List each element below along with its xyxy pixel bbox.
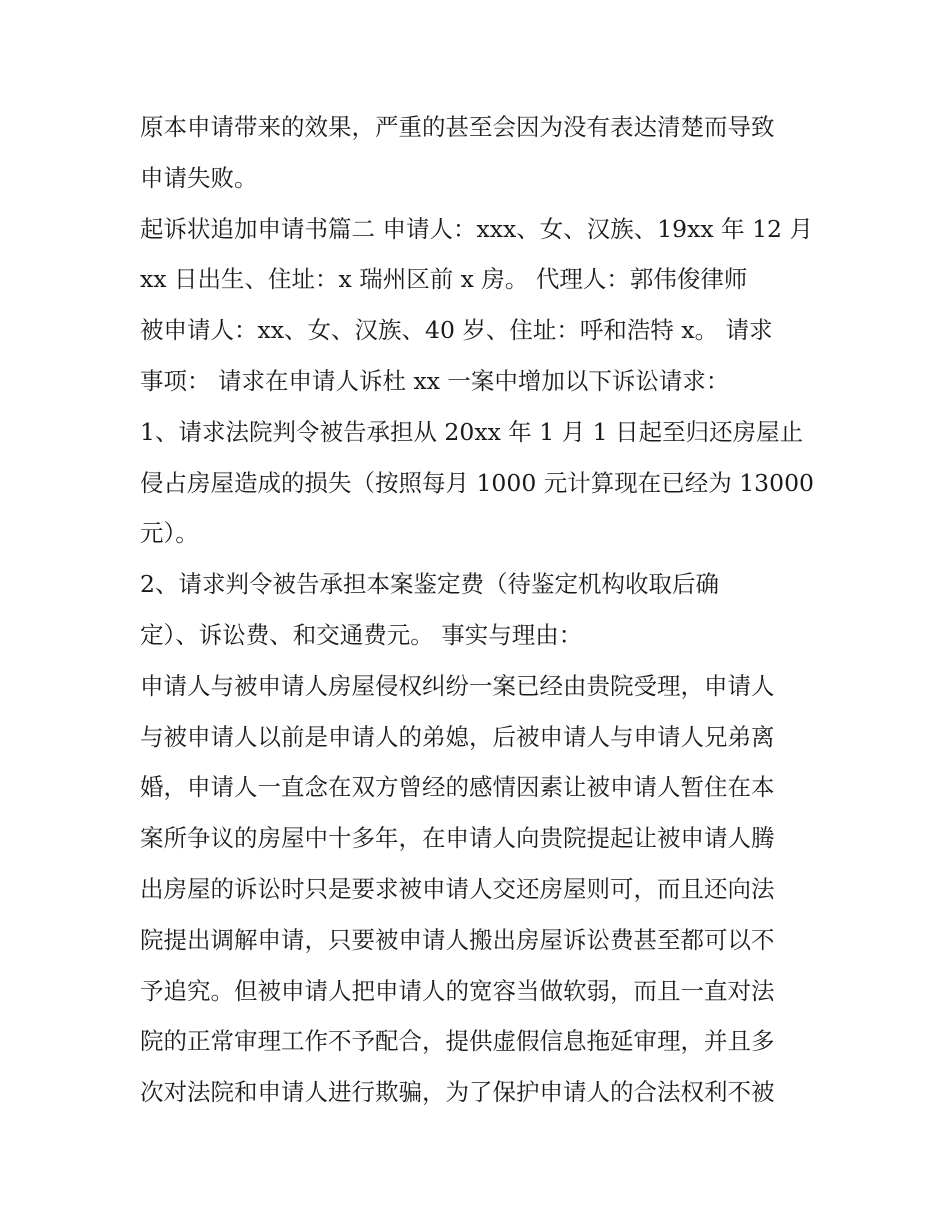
text-line: xx 日出生、住址：x 瑞州区前 x 房。 代理人：郭伟俊律师 — [140, 265, 748, 294]
text-line: 案所争议的房屋中十多年，在申请人向贵院提起让被申请人腾 — [140, 824, 775, 853]
text-line: 次对法院和申请人进行欺骗，为了保护申请人的合法权利不被 — [140, 1078, 775, 1107]
text-line: 原本申请带来的效果，严重的甚至会因为没有表达清楚而导致 — [140, 113, 775, 141]
text-line: 婚，申请人一直念在双方曾经的感情因素让被申请人暂住在本 — [140, 773, 775, 802]
text-line: 起诉状追加申请书篇二 申请人：xxx、女、汉族、19xx 年 12 月 — [140, 214, 813, 243]
text-line: 事项： 请求在申请人诉杜 xx 一案中增加以下诉讼请求： — [140, 366, 730, 395]
text-line: 2、请求判令被告承担本案鉴定费（待鉴定机构收取后确 — [140, 570, 719, 599]
text-line: 院的正常审理工作不予配合，提供虚假信息拖延审理，并且多 — [140, 1027, 775, 1056]
document-body — [140, 102, 820, 1118]
text-line: 出房屋的诉讼时只是要求被申请人交还房屋则可，而且还向法 — [140, 874, 775, 903]
text-line: 院提出调解申请，只要被申请人搬出房屋诉讼费甚至都可以不 — [140, 925, 775, 954]
text-line: 1、请求法院判令被告承担从 20xx 年 1 月 1 日起至归还房屋止 — [140, 417, 804, 446]
text-line: 申请失败。 — [140, 163, 258, 192]
text-line: 申请人与被申请人房屋侵权纠纷一案已经由贵院受理，申请人 — [140, 671, 775, 700]
text-line: 元）。 — [140, 519, 199, 548]
text-line: 与被申请人以前是申请人的弟媳，后被申请人与申请人兄弟离 — [140, 722, 775, 751]
text-line: 侵占房屋造成的损失（按照每月 1000 元计算现在已经为 13000 — [140, 468, 814, 497]
text-line: 被申请人：xx、女、汉族、40 岁、住址：呼和浩特 x。 请求 — [140, 316, 773, 345]
text-line: 予追究。但被申请人把申请人的宽容当做软弱，而且一直对法 — [140, 976, 775, 1005]
text-line: 定）、诉讼费、和交通费元。 事实与理由： — [140, 620, 583, 649]
